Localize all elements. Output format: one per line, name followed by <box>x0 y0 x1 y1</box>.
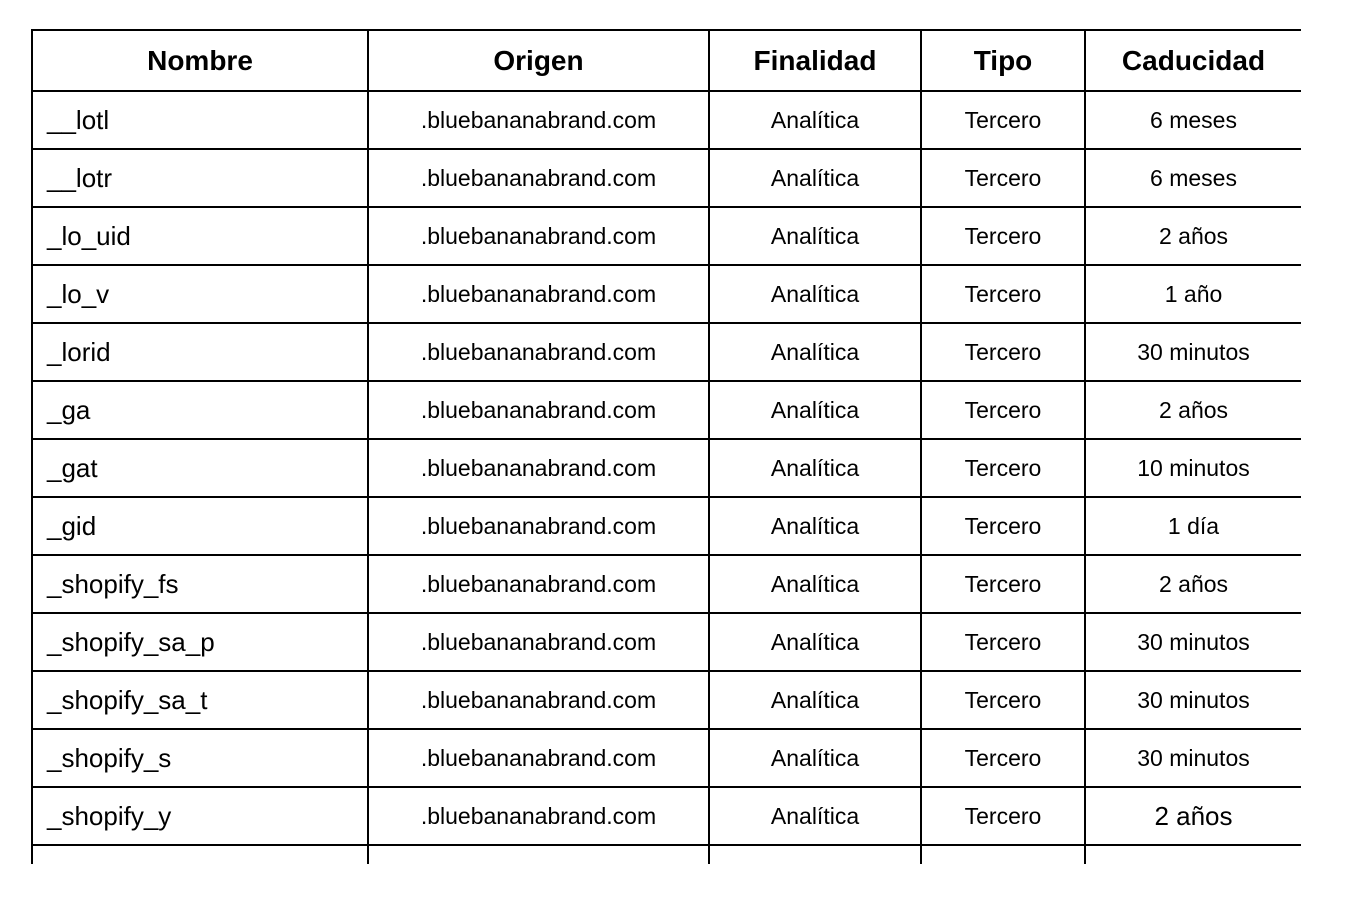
cell-origin: .bluebananabrand.com <box>368 787 709 845</box>
cell-type: Tercero <box>921 555 1085 613</box>
cell-origin: .bluebananabrand.com <box>368 671 709 729</box>
cell-expiry: 2 años <box>1085 787 1301 845</box>
cell-origin: .bluebananabrand.com <box>368 497 709 555</box>
table-row <box>32 497 1301 555</box>
cell-name: _lo_uid <box>32 207 368 265</box>
cell-origin: .bluebananabrand.com <box>368 91 709 149</box>
cell-type: Tercero <box>921 91 1085 149</box>
cell-expiry: 1 día <box>1085 497 1301 555</box>
table-row <box>32 613 1301 671</box>
cookie-table-container <box>31 29 1301 864</box>
table-row <box>32 439 1301 497</box>
cell-expiry: 30 minutos <box>1085 613 1301 671</box>
header-expiry: Caducidad <box>1085 30 1301 91</box>
cell-purpose: Analítica <box>709 381 921 439</box>
header-name: Nombre <box>32 30 368 91</box>
cell-expiry: 30 minutos <box>1085 729 1301 787</box>
table-row <box>32 729 1301 787</box>
cell-type: Tercero <box>921 323 1085 381</box>
cell-type: Tercero <box>921 439 1085 497</box>
cell-type: Tercero <box>921 207 1085 265</box>
cell-type: Tercero <box>921 613 1085 671</box>
cell-purpose: Analítica <box>709 613 921 671</box>
cell-name: __lotl <box>32 91 368 149</box>
cell-origin: .bluebananabrand.com <box>368 613 709 671</box>
header-purpose: Finalidad <box>709 30 921 91</box>
table-row-cutoff <box>32 845 1301 864</box>
cell-name: _gid <box>32 497 368 555</box>
table-row <box>32 787 1301 845</box>
table-row <box>32 671 1301 729</box>
table-row <box>32 207 1301 265</box>
cell-purpose: Analítica <box>709 91 921 149</box>
cell-empty <box>368 845 709 864</box>
cell-type: Tercero <box>921 381 1085 439</box>
cell-purpose: Analítica <box>709 729 921 787</box>
cell-purpose: Analítica <box>709 265 921 323</box>
cell-purpose: Analítica <box>709 671 921 729</box>
cell-origin: .bluebananabrand.com <box>368 381 709 439</box>
cell-name: _gat <box>32 439 368 497</box>
cell-empty <box>32 845 368 864</box>
cell-expiry: 6 meses <box>1085 91 1301 149</box>
cell-purpose: Analítica <box>709 149 921 207</box>
cell-name: _shopify_y <box>32 787 368 845</box>
table-row <box>32 91 1301 149</box>
cell-name: _shopify_sa_p <box>32 613 368 671</box>
cell-expiry: 30 minutos <box>1085 323 1301 381</box>
cell-name: _shopify_sa_t <box>32 671 368 729</box>
cell-purpose: Analítica <box>709 439 921 497</box>
cell-type: Tercero <box>921 497 1085 555</box>
cell-name: _lo_v <box>32 265 368 323</box>
cell-type: Tercero <box>921 671 1085 729</box>
cell-expiry: 2 años <box>1085 381 1301 439</box>
cell-type: Tercero <box>921 787 1085 845</box>
table-row <box>32 323 1301 381</box>
cell-expiry: 30 minutos <box>1085 671 1301 729</box>
cookie-table <box>31 29 1301 864</box>
cell-origin: .bluebananabrand.com <box>368 207 709 265</box>
table-row <box>32 149 1301 207</box>
cell-expiry: 6 meses <box>1085 149 1301 207</box>
table-row <box>32 555 1301 613</box>
cell-empty <box>1085 845 1301 864</box>
cell-expiry: 2 años <box>1085 207 1301 265</box>
header-type: Tipo <box>921 30 1085 91</box>
cell-purpose: Analítica <box>709 207 921 265</box>
header-origin: Origen <box>368 30 709 91</box>
cell-purpose: Analítica <box>709 787 921 845</box>
cell-name: _ga <box>32 381 368 439</box>
cell-type: Tercero <box>921 729 1085 787</box>
cell-purpose: Analítica <box>709 555 921 613</box>
cell-name: _shopify_s <box>32 729 368 787</box>
cell-origin: .bluebananabrand.com <box>368 555 709 613</box>
cell-empty <box>921 845 1085 864</box>
cell-origin: .bluebananabrand.com <box>368 323 709 381</box>
cell-name: _lorid <box>32 323 368 381</box>
cell-type: Tercero <box>921 265 1085 323</box>
table-row <box>32 265 1301 323</box>
cell-purpose: Analítica <box>709 323 921 381</box>
cell-expiry: 2 años <box>1085 555 1301 613</box>
table-header-row <box>32 30 1301 91</box>
cell-name: _shopify_fs <box>32 555 368 613</box>
cell-type: Tercero <box>921 149 1085 207</box>
cell-origin: .bluebananabrand.com <box>368 149 709 207</box>
cell-origin: .bluebananabrand.com <box>368 729 709 787</box>
cell-expiry: 1 año <box>1085 265 1301 323</box>
table-row <box>32 381 1301 439</box>
cell-expiry: 10 minutos <box>1085 439 1301 497</box>
cell-origin: .bluebananabrand.com <box>368 439 709 497</box>
cell-origin: .bluebananabrand.com <box>368 265 709 323</box>
cell-name: __lotr <box>32 149 368 207</box>
cell-empty <box>709 845 921 864</box>
cell-purpose: Analítica <box>709 497 921 555</box>
